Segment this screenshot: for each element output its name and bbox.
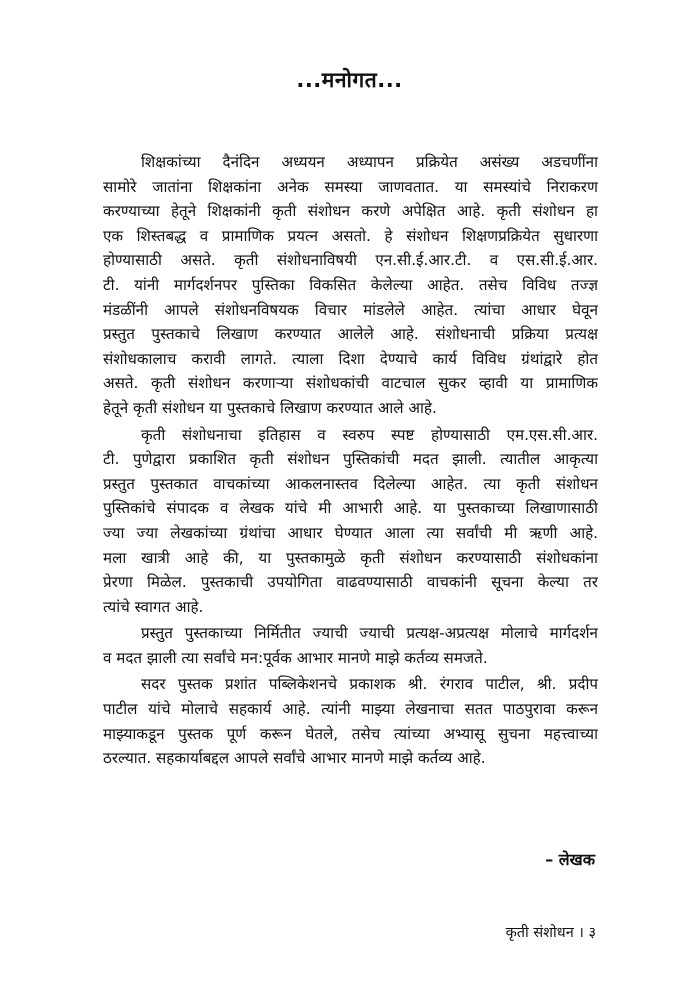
text-line: करण्याच्या हेतूने शिक्षकांनी कृती संशोधन करणे अपेक्षित आहे. कृती संशोधन हा	[103, 202, 598, 221]
paragraph	[103, 672, 598, 770]
text-line: होण्यासाठी असते. कृती संशोधनाविषयी एन.सी.ई.आर.टी. व एस.सी.ई.आर.	[103, 251, 598, 270]
text-line: पाटील यांचे मोलाचे सहकार्य आहे. त्यांनी माझ्या लेखनाचा सतत पाठपुरावा करून	[103, 700, 598, 719]
text-line: माझ्याकडून पुस्तक पूर्ण करून घेतले, तसेच त्यांच्या अभ्यासू सुचना महत्त्वाच्या	[103, 724, 598, 743]
page-title: ...मनोगत...	[296, 68, 403, 92]
text-line: टी. पुणेद्वारा प्रकाशित कृती संशोधन पुस्तिकांची मदत झाली. त्यातील आकृत्या	[103, 450, 598, 469]
paragraph	[103, 423, 598, 620]
text-line: व मदत झाली त्या सर्वांचे मन:पूर्वक आभार मानणे माझे कर्तव्य समजते.	[103, 648, 488, 667]
text-line: असते. कृती संशोधन करणाऱ्या संशोधकांची वाटचाल सुकर व्हावी या प्रामाणिक	[103, 374, 598, 393]
text-line: प्रेरणा मिळेल. पुस्तकाची उपयोगिता वाढवण्यासाठी वाचकांनी सूचना केल्या तर	[103, 573, 598, 592]
body-text	[103, 150, 598, 773]
text-line: पुस्तिकांचे संपादक व लेखक यांचे मी आभारी आहे. या पुस्तकाच्या लिखाणासाठी	[103, 499, 598, 518]
text-line: प्रस्तुत पुस्तकाच्या निर्मितीत ज्याची ज्याची प्रत्यक्ष-अप्रत्यक्ष मोलाचे मार्गदर्शन	[141, 624, 598, 643]
page-footer: कृती संशोधन । ३	[505, 925, 596, 941]
text-line: सामोरे जातांना शिक्षकांना अनेक समस्या जाणवतात. या समस्यांचे निराकरण	[103, 177, 598, 196]
text-line: ठरल्यात. सहकार्याबद्दल आपले सर्वांचे आभार मानणे माझे कर्तव्य आहे.	[103, 749, 486, 768]
text-line: मंडळींनी आपले संशोधनविषयक विचार मांडलेले आहेत. त्यांचा आधार घेवून	[103, 300, 598, 319]
text-line: कृती संशोधनाचा इतिहास व स्वरुप स्पष्ट होण्यासाठी एम.एस.सी.आर.	[141, 425, 598, 444]
text-line: मला खात्री आहे की, या पुस्तकामुळे कृती संशोधन करण्यासाठी संशोधकांना	[103, 548, 598, 567]
text-line: हेतूने कृती संशोधन या पुस्तकाचे लिखाण करण्यात आले आहे.	[103, 398, 437, 417]
text-line: शिक्षकांच्या दैनंदिन अध्ययन अध्यापन प्रक्रियेत असंख्य अडचणींना	[141, 153, 598, 171]
author-signature: – लेखक	[545, 850, 595, 869]
text-line: टी. यांनी मार्गदर्शनपर पुस्तिका विकसित केलेल्या आहेत. तसेच विविध तज्ज्ञ	[103, 275, 598, 294]
text-line: सदर पुस्तक प्रशांत पब्लिकेशनचे प्रकाशक श्री. रंगराव पाटील, श्री. प्रदीप	[141, 675, 598, 694]
text-line: एक शिस्तबद्ध व प्रामाणिक प्रयत्न असतो. हे संशोधन शिक्षणप्रक्रियेत सुधारणा	[103, 226, 598, 245]
text-line: ज्या ज्या लेखकांच्या ग्रंथांचा आधार घेण्यात आला त्या सर्वांची मी ऋणी आहे.	[103, 523, 598, 542]
text-line: प्रस्तुत पुस्तकात वाचकांच्या आकलनास्तव दिलेल्या आहेत. त्या कृती संशोधन	[103, 474, 598, 493]
text-line: प्रस्तुत पुस्तकाचे लिखाण करण्यात आलेले आहे. संशोधनाची प्रक्रिया प्रत्यक्ष	[103, 325, 598, 344]
text-line: त्यांचे स्वागत आहे.	[103, 597, 204, 616]
text-line: संशोधकालाच करावी लागते. त्याला दिशा देण्याचे कार्य विविध ग्रंथांद्वारे होत	[103, 349, 598, 368]
paragraph	[103, 150, 598, 421]
paragraph	[103, 621, 598, 670]
